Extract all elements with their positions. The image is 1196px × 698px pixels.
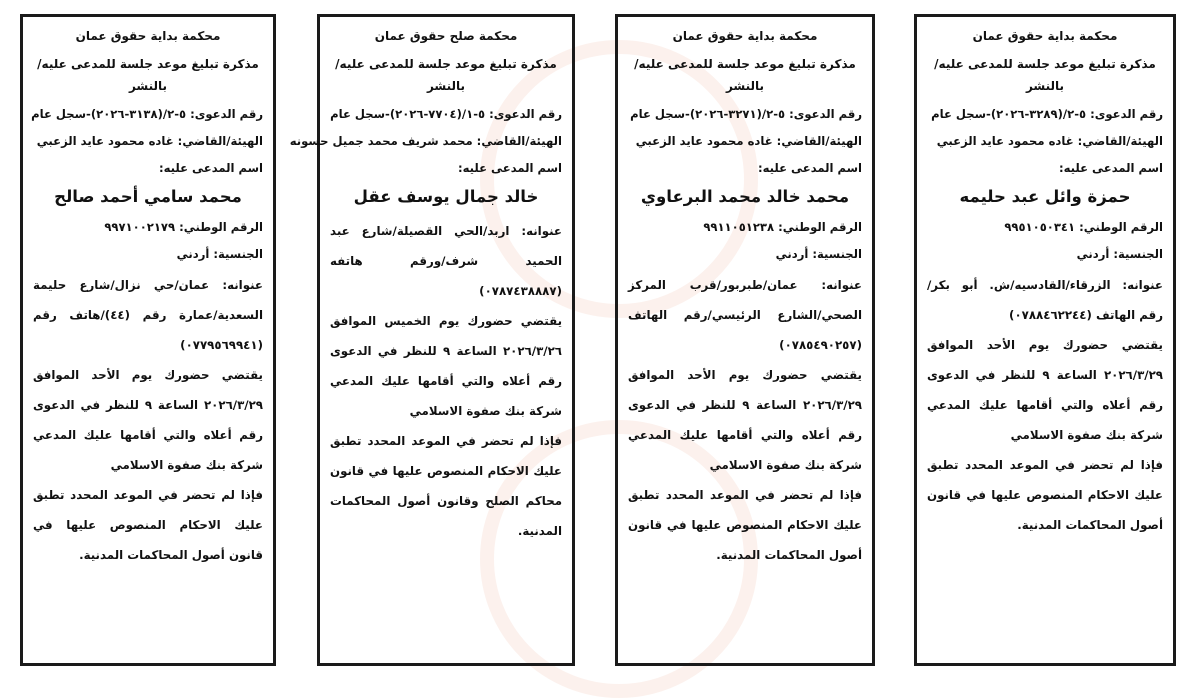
nationality: الجنسية: أردني — [775, 247, 862, 261]
case-number: رقم الدعوى: ٥-٢/(٣١٣٨-٢٠٢٦)-سجل عام — [31, 107, 263, 121]
defendant-name: حمزة وائل عبد حليمه — [959, 187, 1131, 206]
summons-body: يقتضي حضورك يوم الخميس الموافق ٢٠٢٦/٣/٢٦ الساعة ٩ للنظر في الدعوى رقم أعلاه والتي أقامها عليك المدعي شركة بنك صفوة الاسلامي — [330, 314, 562, 418]
notice-subject: مذكرة تبليغ موعد جلسة للمدعى عليه/بالنشر — [634, 57, 856, 93]
defendant-label: اسم المدعى عليه: — [158, 161, 263, 175]
court-name: محكمة صلح حقوق عمان — [374, 29, 518, 43]
defendant-address: عنوانه: عمان/حي نزال/شارع حليمة السعدية/عمارة رقم (٤٤)/هاتف رقم (٠٧٧٩٥٦٩٩٤١) — [33, 278, 263, 352]
summons-body: يقتضي حضورك يوم الأحد الموافق ٢٠٢٦/٣/٢٩ الساعة ٩ للنظر في الدعوى رقم أعلاه والتي أقامها عليك المدعي شركة بنك صفوة الاسلامي — [927, 338, 1163, 442]
national-id: الرقم الوطني: ٩٩١١٠٥١٢٣٨ — [703, 220, 862, 234]
summons-body: يقتضي حضورك يوم الأحد الموافق ٢٠٢٦/٣/٢٩ الساعة ٩ للنظر في الدعوى رقم أعلاه والتي أقامها عليك المدعي شركة بنك صفوة الاسلامي — [628, 368, 862, 472]
judge-panel: الهيئة/القاضي: غاده محمود عايد الزعبي — [635, 134, 862, 148]
judge-panel: الهيئة/القاضي: غاده محمود عايد الزعبي — [936, 134, 1163, 148]
nationality: الجنسية: أردني — [1076, 247, 1163, 261]
legal-warning: فإذا لم تحضر في الموعد المحدد تطبق عليك الاحكام المنصوص عليها في قانون أصول المحاكمات المدنية. — [33, 488, 263, 562]
case-number: رقم الدعوى: ٥-٢/(٣٢٧١-٢٠٢٦)-سجل عام — [630, 107, 862, 121]
defendant-name: خالد جمال يوسف عقل — [353, 187, 539, 206]
defendant-address: عنوانه: الزرقاء/القادسيه/ش. أبو بكر/رقم الهاتف (٠٧٨٨٤٦٢٢٤٤) — [927, 278, 1163, 322]
defendant-label: اسم المدعى عليه: — [457, 161, 562, 175]
defendant-name: محمد خالد محمد البرعاوي — [640, 187, 850, 206]
court-name: محكمة بداية حقوق عمان — [672, 29, 818, 43]
national-id: الرقم الوطني: ٩٩٧١٠٠٢١٧٩ — [104, 220, 263, 234]
legal-warning: فإذا لم تحضر في الموعد المحدد تطبق عليك الاحكام المنصوص عليها في قانون محاكم الصلح وقانون أصول المحاكمات المدنية. — [330, 434, 562, 538]
case-number: رقم الدعوى: ٥-٢/(٣٢٨٩-٢٠٢٦)-سجل عام — [931, 107, 1163, 121]
legal-warning: فإذا لم تحضر في الموعد المحدد تطبق عليك الاحكام المنصوص عليها في قانون أصول المحاكمات المدنية. — [628, 488, 862, 562]
defendant-address: عنوانه: اربد/الحي القصيلة/شارع عبد الحميد شرف/ورقم هاتفه (٠٧٨٧٤٣٨٨٨٧) — [330, 224, 562, 298]
judge-panel: الهيئة/القاضي: محمد شريف محمد جميل حسونه — [289, 134, 562, 148]
notice-2 — [289, 14, 575, 666]
summons-body: يقتضي حضورك يوم الأحد الموافق ٢٠٢٦/٣/٢٩ الساعة ٩ للنظر في الدعوى رقم أعلاه والتي أقامها عليك المدعي شركة بنك صفوة الاسلامي — [33, 368, 263, 472]
defendant-label: اسم المدعى عليه: — [1058, 161, 1163, 175]
notice-subject: مذكرة تبليغ موعد جلسة للمدعى عليه/بالنشر — [934, 57, 1156, 93]
notice-subject: مذكرة تبليغ موعد جلسة للمدعى عليه/بالنشر — [37, 57, 259, 93]
notice-1 — [20, 14, 276, 666]
defendant-label: اسم المدعى عليه: — [757, 161, 862, 175]
notice-subject: مذكرة تبليغ موعد جلسة للمدعى عليه/بالنشر — [335, 57, 557, 93]
nationality: الجنسية: أردني — [176, 247, 263, 261]
notice-3 — [615, 14, 875, 666]
defendant-address: عنوانه: عمان/طبربور/قرب المركز الصحي/الشارع الرئيسي/رقم الهاتف (٠٧٨٥٤٩٠٢٥٧) — [628, 278, 862, 352]
case-number: رقم الدعوى: ٥-١/(٧٧٠٤-٢٠٢٦)-سجل عام — [330, 107, 562, 121]
legal-warning: فإذا لم تحضر في الموعد المحدد تطبق عليك الاحكام المنصوص عليها في قانون أصول المحاكمات المدنية. — [927, 458, 1163, 532]
notice-4 — [914, 14, 1176, 666]
court-name: محكمة بداية حقوق عمان — [75, 29, 221, 43]
court-name: محكمة بداية حقوق عمان — [972, 29, 1118, 43]
judge-panel: الهيئة/القاضي: غاده محمود عايد الزعبي — [36, 134, 263, 148]
national-id: الرقم الوطني: ٩٩٥١٠٥٠٣٤١ — [1004, 220, 1163, 234]
defendant-name: محمد سامي أحمد صالح — [54, 187, 242, 206]
